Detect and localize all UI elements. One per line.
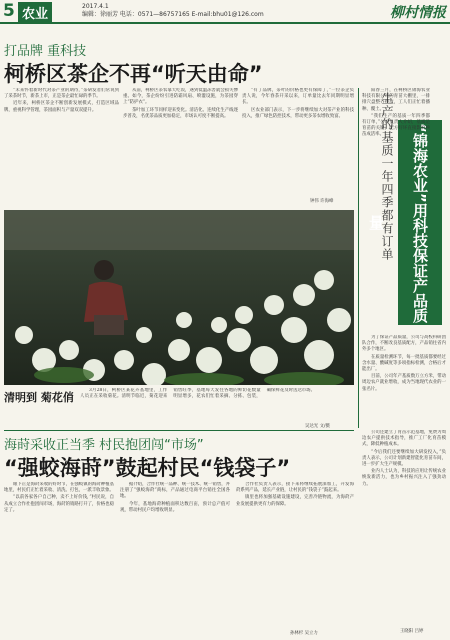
- story1-col-3: [242, 88, 354, 196]
- section-label: 农业: [18, 2, 52, 23]
- editor-contact: 编辑：徐丽芳 电话：0571—86757165 E-mail:bhu01@126.com: [82, 11, 264, 18]
- sidebar-paragraph: 目前，公司年产基质数万立方米，带动周边农户就业增收，成为当地现代农业的一张名片。: [362, 374, 446, 392]
- photo-image: [4, 210, 354, 385]
- masthead: 柳村情报: [390, 5, 446, 21]
- story1-paragraph: 近年来，柯桥区茶企不断创新发展模式，打造区域品牌，重视科学管理，茶园面积与产量双双提升。: [4, 101, 119, 113]
- page-number: 5: [3, 1, 15, 21]
- story2-col-1: [4, 482, 114, 632]
- story2-paragraph: 据介绍，合作社统一品种、统一技术、统一销售，并注册了“强蛟海莳”商标，产品通过电商平台销往全国各地。: [120, 482, 230, 500]
- sidebar-paragraph: 业内人士认为，科技的应用让传统农业焕发新活力，也为乡村振兴注入了强劲动力。: [362, 469, 446, 487]
- story2-paragraph: “以前各家各户自己种，卖不上好价钱，”村民说，自从成立合作社抱团闯市场，海莳的销路打开了，价格也稳定了。: [4, 495, 114, 513]
- story2-byline: 孙林杉 吴立力: [290, 631, 318, 636]
- sidebar-paragraph: 在质量检测环节，每一批基质都要经过含水量、酸碱度等多项指标检测，合格后才能出厂。: [362, 354, 446, 373]
- sidebar-col-bottom: [362, 430, 446, 625]
- sidebar-col-top: [362, 88, 430, 168]
- sidebar-paragraph: 公司还建立了育苗示范基地，免费为周边农户提供技术指导，推广工厂化育苗模式，降低种植成本。: [362, 430, 446, 448]
- photo-caption: [80, 388, 354, 418]
- header-meta: [82, 3, 264, 19]
- sidebar-paragraph: “我们生产的基质一年四季都有订单，”公司负责人介绍，基质是育苗的关键，配方好坏直接影响秧苗成活率。: [362, 113, 430, 138]
- sidebar-paragraph: 为了保证产品质量，公司与高校科研团队合作，不断改良基质配方，产品销往省内外多个地区。: [362, 335, 446, 353]
- photo-caption-text: 3月28日，柯桥区某花卉基地里，工作人员正在采收菊花。清明节临近，菊花迎来销售旺季，基地每天发往各地的鲜切花数量明显增多，花农们忙着采摘、分拣、包装，确保鲜花及时送达市场。: [80, 388, 315, 400]
- sidebar-paragraph: 阳春三月，在柯桥区锦海农业科技有限公司的育苗大棚里，一排排穴盘整齐摆放，工人们正忙着播种、覆土。: [362, 88, 430, 112]
- story2-paragraph: 合作社负责人表示，接下来将继续拓展深加工，开发海莳系列产品，延长产业链，让村民的“钱袋子”鼓起来。: [236, 482, 354, 494]
- sidebar-col-mid: [362, 335, 446, 425]
- story2-paragraph: 今年，基地海莳种植面积达数百亩，预计总产值可观，带动村民户均增收明显。: [120, 501, 230, 513]
- story1-paragraph: “有了品牌，茶叶的价格也更有保障了，”一位茶企负责人说，今年春茶开采以来，订单量比去年同期明显增长。: [242, 88, 354, 106]
- story2-paragraph: 眼下正是海莳采收的好时节，在强蛟镇的海莳种植基地里，村民们正忙着采收、清洗、打包，一派丰收景象。: [4, 482, 114, 494]
- section-divider: [4, 430, 354, 431]
- story1-col-1: [4, 88, 119, 196]
- photo-credit: 吴达光 文/摄: [305, 424, 330, 429]
- column-divider: [358, 88, 359, 428]
- story2-col-3: [236, 482, 354, 627]
- story1-headline: 柯桥区茶企不再“听天由命”: [4, 62, 263, 86]
- page-header: [0, 0, 450, 24]
- photo-caption-title: 清明到 菊花俏: [4, 391, 74, 404]
- story1-paragraph: 区农业部门表示，下一步将继续加大对茶产业的科技投入，推广绿色防控技术，带动更多茶农增收致富。: [242, 107, 354, 119]
- story2-kicker: 海莳采收正当季 村民抱团闯“市场”: [4, 438, 204, 453]
- story1-paragraph: 从前，柯桥区茶农靠天吃饭，遇到低温冻害就会损失惨重。如今，茶企纷纷引进防霜风扇、喷灌设施，为茶园穿上“防护衣”。: [123, 88, 238, 106]
- issue-date: 2017.4.1: [82, 3, 109, 10]
- story1-paragraph: 茶叶加工环节同样迎来变化。清洁化、连续化生产线逐步普及，名优茶品质更加稳定，市场认可度不断提高。: [123, 107, 238, 119]
- story2-headline: “强蛟海莳”鼓起村民“钱袋子”: [4, 456, 291, 480]
- sidebar-title: “锦海农业”用科技保证产品质量: [398, 120, 442, 325]
- sidebar-paragraph: “今后我们还要继续加大研发投入，”负责人表示，公司计划新建智能化育苗车间，进一步扩大生产规模。: [362, 449, 446, 468]
- story2-col-2: [120, 482, 230, 632]
- sidebar-subtitle: 生产的基质一年四季都有订单: [380, 92, 394, 261]
- story1-paragraph: “未来怀着新时代对茶产业的期待，”茶研发者们常说到了采茶时节，新茶上市，正是茶企最忙碌的季节。: [4, 88, 119, 100]
- story2-paragraph: 镇里也将加强基础设施建设，完善冷链物流，为海莳产业发展提供更有力的保障。: [236, 495, 354, 507]
- story1-col-2: [123, 88, 238, 196]
- story1-byline: 钟伟 许海峰: [310, 199, 334, 204]
- sidebar-byline: 王晓阳 吕婷: [400, 629, 424, 634]
- chrysanthemum-photo: [4, 210, 354, 385]
- story1-kicker: 打品牌 重科技: [4, 44, 87, 59]
